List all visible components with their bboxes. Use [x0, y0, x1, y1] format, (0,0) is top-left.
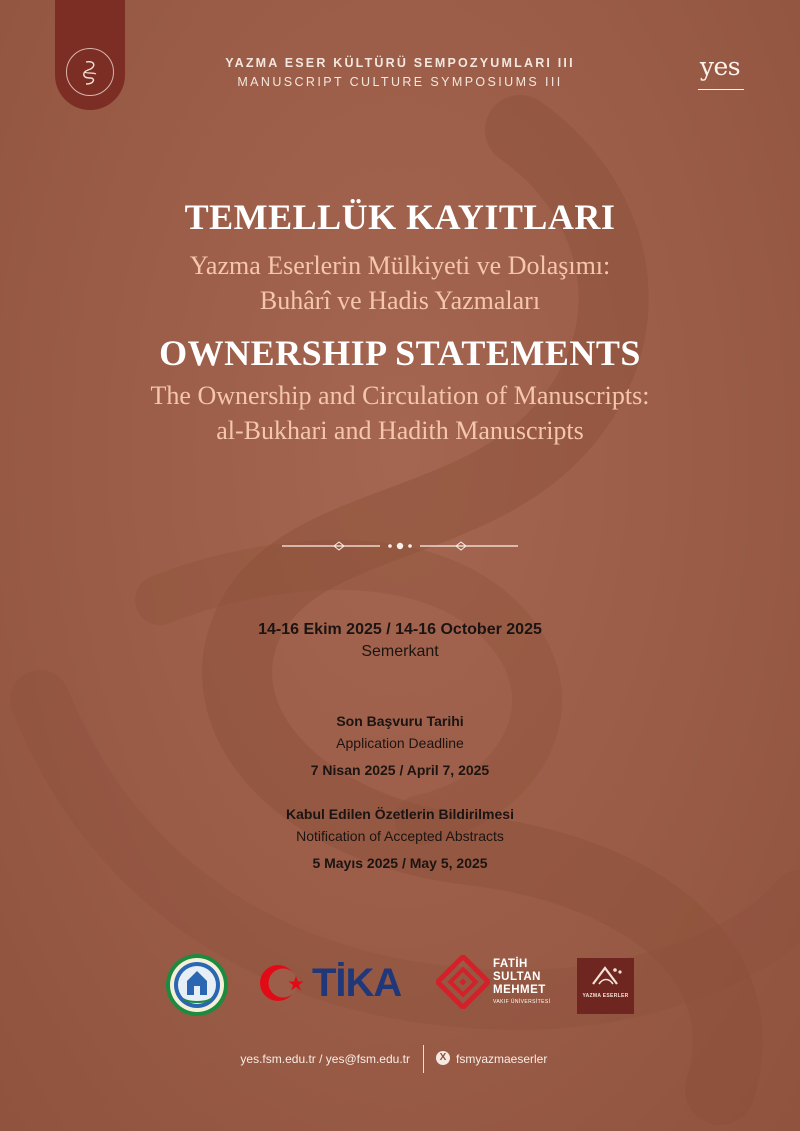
yazma-eserler-label: YAZMA ESERLER — [582, 993, 629, 999]
deadline-date: 7 Nisan 2025 / April 7, 2025 — [310, 762, 490, 778]
series-title-en: MANUSCRIPT CULTURE SYMPOSIUMS III — [237, 75, 563, 89]
title-tr-sub-2: Buhârî ve Hadis Yazmaları — [259, 286, 541, 315]
title-en-sub-1: The Ownership and Circulation of Manuscripts: — [150, 381, 650, 410]
ornamental-divider-icon — [282, 538, 518, 554]
footer-divider — [423, 1045, 424, 1073]
notification-label-en: Notification of Accepted Abstracts — [296, 828, 504, 844]
title-block — [0, 196, 800, 448]
fsm-emblem-icon — [436, 955, 490, 1009]
website-email-link[interactable]: yes.fsm.edu.tr / yes@fsm.edu.tr — [240, 1052, 410, 1066]
university-seal-logo — [165, 953, 229, 1017]
notification-label-tr: Kabul Edilen Özetlerin Bildirilmesi — [286, 806, 514, 822]
series-title — [0, 56, 800, 89]
yazma-eserler-logo — [577, 958, 634, 1014]
calligraphic-mark-icon — [577, 958, 634, 992]
yes-logo — [690, 52, 750, 81]
yes-logo-text: yes — [699, 52, 741, 81]
tika-logo — [256, 958, 416, 1008]
footer — [0, 1045, 800, 1073]
event-location: Semerkant — [361, 643, 439, 660]
fsm-name-1: FATİH — [493, 958, 528, 970]
deadline-label-en: Application Deadline — [336, 735, 464, 751]
fsm-name-3: MEHMET — [493, 984, 546, 996]
crescent-star-icon — [256, 958, 310, 1008]
yes-logo-underline — [698, 89, 744, 90]
fsm-name-2: SULTAN — [493, 971, 541, 983]
notification-info — [0, 803, 800, 874]
notification-date: 5 Mayıs 2025 / May 5, 2025 — [312, 855, 488, 871]
title-en-sub-2: al-Bukhari and Hadith Manuscripts — [216, 416, 584, 445]
deadline-info — [0, 710, 800, 781]
deadline-label-tr: Son Başvuru Tarihi — [336, 713, 464, 729]
tika-wordmark: TİKA — [312, 961, 402, 1005]
series-title-tr: YAZMA ESER KÜLTÜRÜ SEMPOZYUMLARI III — [225, 56, 575, 70]
symposium-emblem — [55, 0, 125, 110]
fsm-subtitle: VAKIF ÜNİVERSİTESİ — [493, 999, 551, 1005]
title-tr-main: TEMELLÜK KAYITLARI — [184, 197, 616, 237]
fsm-university-logo — [436, 955, 566, 1015]
social-handle-link[interactable]: fsmyazmaeserler — [456, 1052, 548, 1066]
title-tr-sub-1: Yazma Eserlerin Mülkiyeti ve Dolaşımı: — [189, 251, 611, 280]
x-logo-icon[interactable]: X — [436, 1051, 450, 1065]
event-info — [0, 619, 800, 663]
event-dates: 14-16 Ekim 2025 / 14-16 October 2025 — [258, 621, 542, 638]
fsm-name — [493, 958, 546, 997]
partner-logos — [0, 950, 800, 1025]
title-en-main: OWNERSHIP STATEMENTS — [159, 333, 641, 373]
